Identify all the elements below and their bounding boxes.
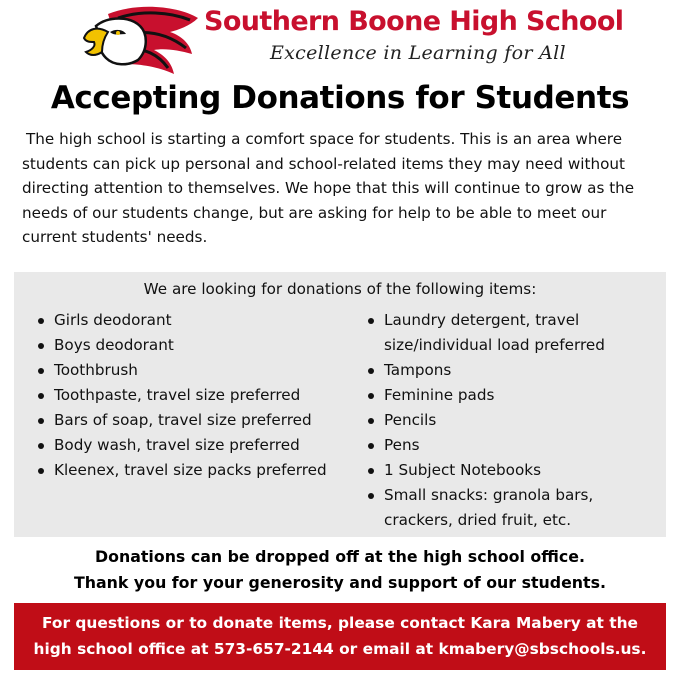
bullet-icon bbox=[368, 368, 374, 374]
bullet-icon bbox=[38, 368, 44, 374]
list-item: Pencils bbox=[364, 408, 664, 433]
bullet-icon bbox=[368, 468, 374, 474]
items-list-right bbox=[364, 308, 664, 533]
closing-line-dropoff: Donations can be dropped off at the high school office. bbox=[95, 547, 585, 566]
list-item: Toothpaste, travel size preferred bbox=[34, 383, 364, 408]
bullet-icon bbox=[38, 393, 44, 399]
items-heading: We are looking for donations of the following items: bbox=[143, 280, 537, 298]
list-item: Boys deodorant bbox=[34, 333, 364, 358]
bullet-icon bbox=[368, 318, 374, 324]
list-item: Kleenex, travel size packs preferred bbox=[34, 458, 364, 483]
list-item: Small snacks: granola bars, crackers, dried fruit, etc. bbox=[364, 483, 664, 533]
bullet-icon bbox=[38, 318, 44, 324]
bullet-icon bbox=[38, 468, 44, 474]
list-item: Tampons bbox=[364, 358, 664, 383]
bullet-icon bbox=[368, 393, 374, 399]
closing-line-thanks: Thank you for your generosity and support of our students. bbox=[73, 573, 607, 592]
list-item: Pens bbox=[364, 433, 664, 458]
page-title: Accepting Donations for Students bbox=[50, 80, 630, 116]
closing-message bbox=[0, 544, 680, 596]
list-item: Girls deodorant bbox=[34, 308, 364, 333]
donation-items-box bbox=[14, 272, 666, 537]
school-name: Southern Boone High School bbox=[204, 6, 624, 37]
contact-line-1: For questions or to donate items, please contact Kara Mabery at the bbox=[42, 614, 638, 632]
bullet-icon bbox=[368, 418, 374, 424]
eagle-head-icon bbox=[78, 4, 200, 76]
contact-line-2: high school office at 573-657-2144 or email at kmabery@sbschools.us. bbox=[33, 640, 647, 658]
intro-text: The high school is starting a comfort space for students. This is an area where students can pick up personal and school-related items they may need without directing attention to themselves. We hope that this will continue to grow as the needs of our students change, but are asking for help to be able to meet our current students' needs. bbox=[22, 130, 635, 246]
list-item: Laundry detergent, travel size/individual load preferred bbox=[364, 308, 664, 358]
items-list-left bbox=[34, 308, 364, 483]
list-item: Toothbrush bbox=[34, 358, 364, 383]
intro-paragraph bbox=[22, 127, 652, 250]
list-item: Body wash, travel size preferred bbox=[34, 433, 364, 458]
list-item: Bars of soap, travel size preferred bbox=[34, 408, 364, 433]
school-motto: Excellence in Learning for All bbox=[270, 42, 566, 64]
contact-banner bbox=[14, 603, 666, 670]
bullet-icon bbox=[368, 443, 374, 449]
header bbox=[78, 4, 624, 76]
bullet-icon bbox=[38, 418, 44, 424]
bullet-icon bbox=[368, 493, 374, 499]
list-item: Feminine pads bbox=[364, 383, 664, 408]
bullet-icon bbox=[38, 343, 44, 349]
list-item: 1 Subject Notebooks bbox=[364, 458, 664, 483]
bullet-icon bbox=[38, 443, 44, 449]
